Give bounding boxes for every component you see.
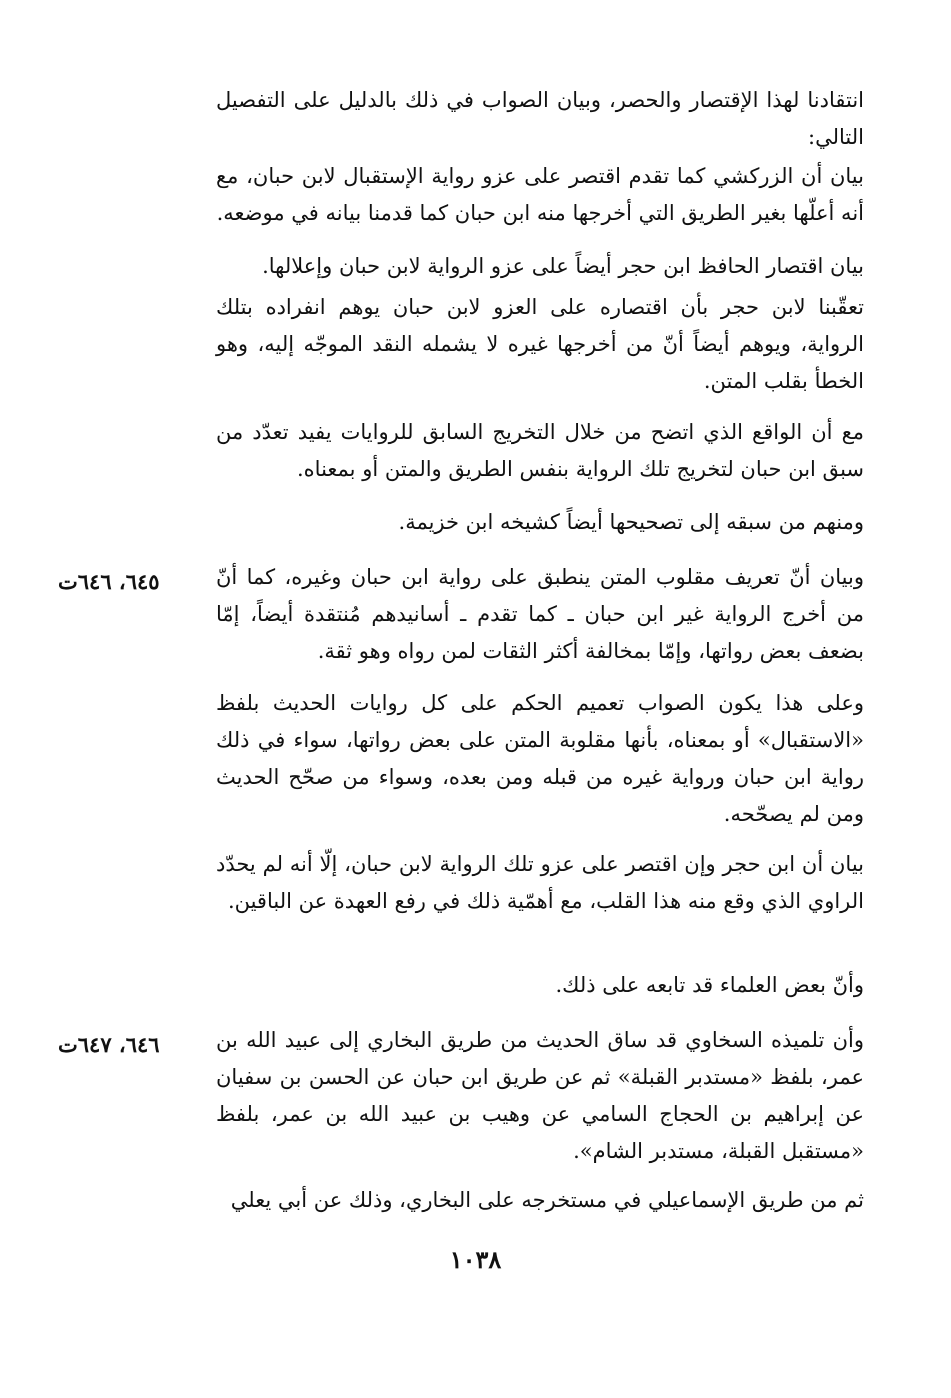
paragraph-general-ruling: وعلى هذا يكون الصواب تعميم الحكم على كل روايات الحديث بلفظ «الاستقبال» أو بمعناه، بأنها مقلوبة المتن على بعض رواتها، سواء في ذلك رواية ابن حبان ورواية غيره من قبله ومن بعده، وسواء من صحّح الحديث ومن لم يصحّحه. [216,691,864,826]
paragraph-ibn-hajar-limitation: بيان اقتصار الحافظ ابن حجر أيضاً على عزو الرواية لابن حبان وإعلالها. [262,254,864,278]
paragraph-sakhawi: وأن تلميذه السخاوي قد ساق الحديث من طريق البخاري إلى عبيد الله بن عمر، بلفظ «مستدبر القبلة» ثم عن طريق ابن حبان عن الحسن بن سفيان عن إبراهيم بن الحجاج السامي عن وهيب بن عبيد الله بن عمر، بلفظ «مستقبل القبلة، مستدبر الشام». [216,1028,864,1163]
paragraph-narrator-unspecified: بيان أن ابن حجر وإن اقتصر على عزو تلك الرواية لابن حبان، إلّا أنه لم يحدّد الراوي الذي وقع منه هذا القلب، مع أهمّية ذلك في رفع العهدة عن الباقين. [216,852,864,913]
paragraph-zarkashi: بيان أن الزركشي كما تقدم اقتصر على عزو رواية الإستقبال لابن حبان، مع أنه أعلّها بغير الطريق التي أخرجها منه ابن حبان كما قدمنا بيانه في موضعه. [216,164,864,225]
page-number: ١٠٣٨ [449,1245,502,1274]
paragraph-matn-definition: وبيان أنّ تعريف مقلوب المتن ينطبق على رواية ابن حبان وغيره، كما أنّ من أخرج الرواية غير ابن حبان ـ كما تقدم ـ أسانيدهم مُنتقدة أيضاً، إمّا بضعف بعض رواتها، وإمّا بمخالفة أكثر الثقات لمن رواه وهو ثقة. [216,565,864,663]
paragraph-ismaili: ثم من طريق الإسماعيلي في مستخرجه على البخاري، وذلك عن أبي يعلي [230,1188,864,1212]
paragraph-scholars-followed: وأنّ بعض العلماء قد تابعه على ذلك. [555,973,864,997]
paragraph-ibn-hajar-critique: تعقّبنا لابن حجر بأن اقتصاره على العزو لابن حبان يوهم انفراده بتلك الرواية، ويوهم أيضاً أنّ من أخرجها غيره لا يشمله النقد الموجّه إليه، وهو الخطأ بقلب المتن. [216,295,864,393]
paragraph-criticism-intro: انتقادنا لهذا الإقتصار والحصر، وبيان الصواب في ذلك بالدليل على التفصيل التالي: [216,88,864,149]
paragraph-multiple-sources: مع أن الواقع الذي اتضح من خلال التخريج السابق للروايات يفيد تعدّد من سبق ابن حبان لتخريج تلك الرواية بنفس الطريق والمتن أو بمعناه. [216,420,864,481]
margin-note-reference: ٦٤٦، ٦٤٧ت [58,1032,160,1057]
paragraph-ibn-khuzaymah: ومنهم من سبقه إلى تصحيحها أيضاً كشيخه ابن خزيمة. [398,510,864,534]
margin-note-reference: ٦٤٥، ٦٤٦ت [58,569,160,594]
